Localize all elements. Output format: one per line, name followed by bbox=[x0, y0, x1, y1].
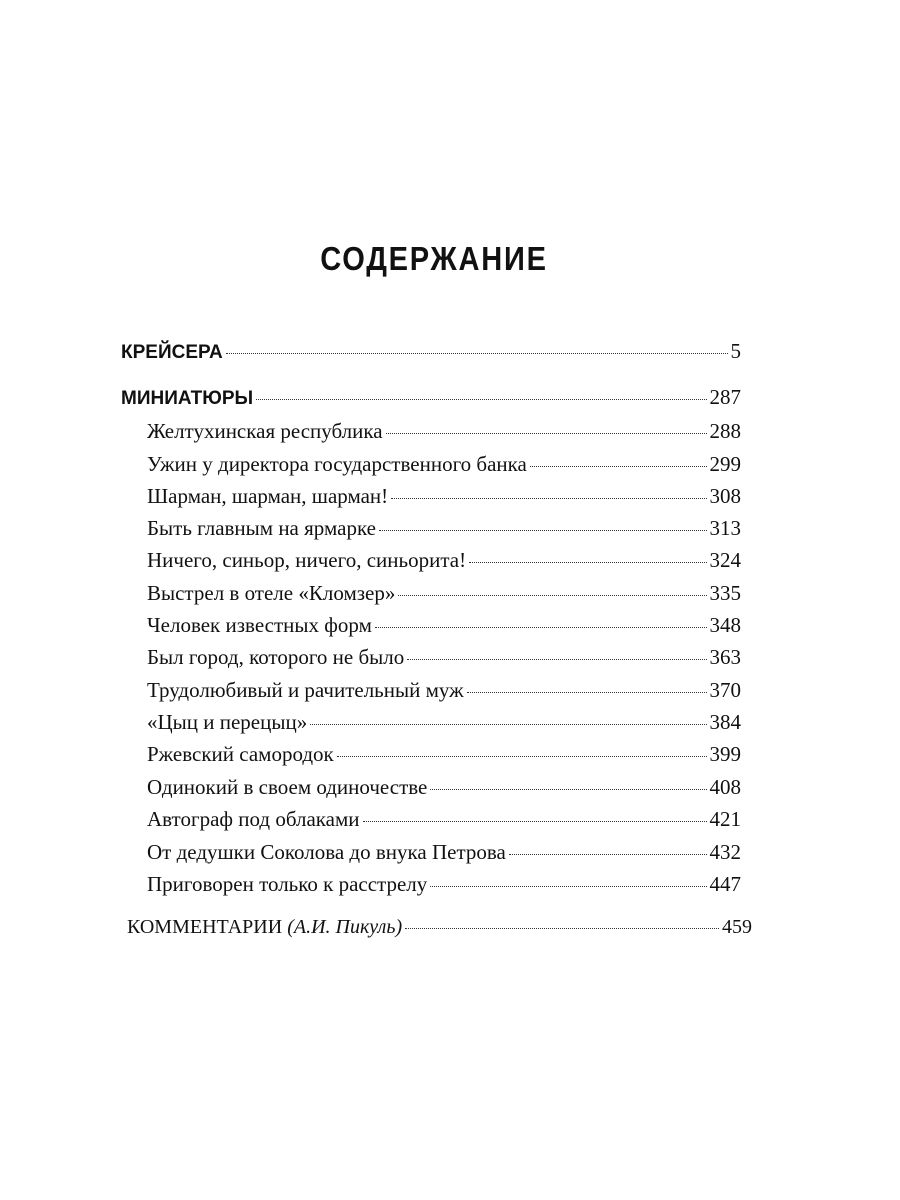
dot-leader bbox=[391, 498, 706, 499]
toc-page-number: 363 bbox=[709, 645, 741, 669]
toc-entry-label: Автограф под облаками bbox=[147, 807, 360, 831]
toc-page-number: 348 bbox=[709, 613, 741, 637]
comments-title: КОММЕНТАРИИ bbox=[127, 916, 283, 938]
toc-page-number: 384 bbox=[709, 710, 741, 734]
toc-page-number: 432 bbox=[709, 840, 741, 864]
toc-entry-label: Человек известных форм bbox=[147, 613, 372, 637]
toc-page-number: 421 bbox=[709, 807, 741, 831]
toc-entry-label: «Цыц и перецыц» bbox=[147, 710, 308, 734]
toc-entry-row bbox=[147, 579, 741, 607]
toc-comments-row bbox=[127, 913, 752, 941]
toc-entry-label: Ржевский самородок bbox=[147, 742, 334, 766]
toc-entry-row bbox=[147, 417, 741, 445]
toc-entry-row bbox=[147, 643, 741, 671]
toc-entry-row bbox=[147, 546, 741, 574]
dot-leader bbox=[430, 789, 706, 790]
toc-entry-row bbox=[147, 805, 741, 833]
toc-entry-label: Приговорен только к расстрелу bbox=[147, 872, 428, 896]
toc-entry-row bbox=[147, 740, 741, 768]
toc-entry-row bbox=[147, 450, 741, 478]
toc-page-number: 399 bbox=[709, 742, 741, 766]
dot-leader bbox=[256, 399, 706, 400]
toc-entry-label: От дедушки Соколова до внука Петрова bbox=[147, 840, 506, 864]
page-title: СОДЕРЖАНИЕ bbox=[320, 240, 548, 277]
dot-leader bbox=[363, 821, 707, 822]
comments-author: (А.И. Пикуль) bbox=[287, 916, 403, 938]
toc-page-number: 5 bbox=[730, 339, 741, 363]
toc-page-number: 335 bbox=[709, 581, 741, 605]
toc-entry-label: Трудолюбивый и рачительный муж bbox=[147, 678, 464, 702]
dot-leader bbox=[337, 756, 707, 757]
dot-leader bbox=[375, 627, 707, 628]
dot-leader bbox=[469, 562, 706, 563]
dot-leader bbox=[310, 724, 706, 725]
toc-page-number: 459 bbox=[722, 916, 752, 938]
toc-entry-label: Выстрел в отеле «Кломзер» bbox=[147, 581, 396, 605]
toc-page-number: 308 bbox=[709, 484, 741, 508]
dot-leader bbox=[509, 854, 707, 855]
dot-leader bbox=[386, 433, 707, 434]
dot-leader bbox=[226, 353, 728, 354]
toc-entry-label: Шарман, шарман, шарман! bbox=[147, 484, 389, 508]
dot-leader bbox=[430, 886, 706, 887]
dot-leader bbox=[407, 659, 706, 660]
toc-entry-label: Был город, которого не было bbox=[147, 645, 405, 669]
toc-entry-label: Желтухинская республика bbox=[147, 419, 383, 443]
toc-entry-row bbox=[147, 708, 741, 736]
toc-entry-row bbox=[147, 611, 741, 639]
toc-entry-row bbox=[147, 676, 741, 704]
dot-leader bbox=[398, 595, 706, 596]
toc-entry-label: Быть главным на ярмарке bbox=[147, 516, 376, 540]
toc-entry-row bbox=[147, 482, 741, 510]
toc-entry-row bbox=[147, 838, 741, 866]
dot-leader bbox=[405, 928, 719, 929]
toc-page-number: 287 bbox=[709, 385, 741, 409]
toc-entry-label: Одинокий в своем одиночестве bbox=[147, 775, 428, 799]
toc-entry-label: Ничего, синьор, ничего, синьорита! bbox=[147, 548, 467, 572]
toc-page-number: 324 bbox=[709, 548, 741, 572]
dot-leader bbox=[467, 692, 707, 693]
dot-leader bbox=[530, 466, 707, 467]
toc-page-number: 370 bbox=[709, 678, 741, 702]
toc-page-number: 408 bbox=[709, 775, 741, 799]
dot-leader bbox=[379, 530, 707, 531]
toc-entry-row bbox=[147, 870, 741, 898]
toc-section-label: МИНИАТЮРЫ bbox=[121, 388, 254, 409]
toc-section-row bbox=[121, 337, 741, 367]
toc-comments-label bbox=[127, 913, 402, 941]
toc-entry-row bbox=[147, 773, 741, 801]
toc-page-number: 447 bbox=[709, 872, 741, 896]
toc-entry-label: Ужин у директора государственного банка bbox=[147, 452, 527, 476]
toc-section-row bbox=[121, 383, 741, 413]
toc-page-number: 313 bbox=[709, 516, 741, 540]
toc-section-label: КРЕЙСЕРА bbox=[121, 342, 223, 363]
toc-entry-row bbox=[147, 514, 741, 542]
toc-page-number: 288 bbox=[709, 419, 741, 443]
toc-page-number: 299 bbox=[709, 452, 741, 476]
